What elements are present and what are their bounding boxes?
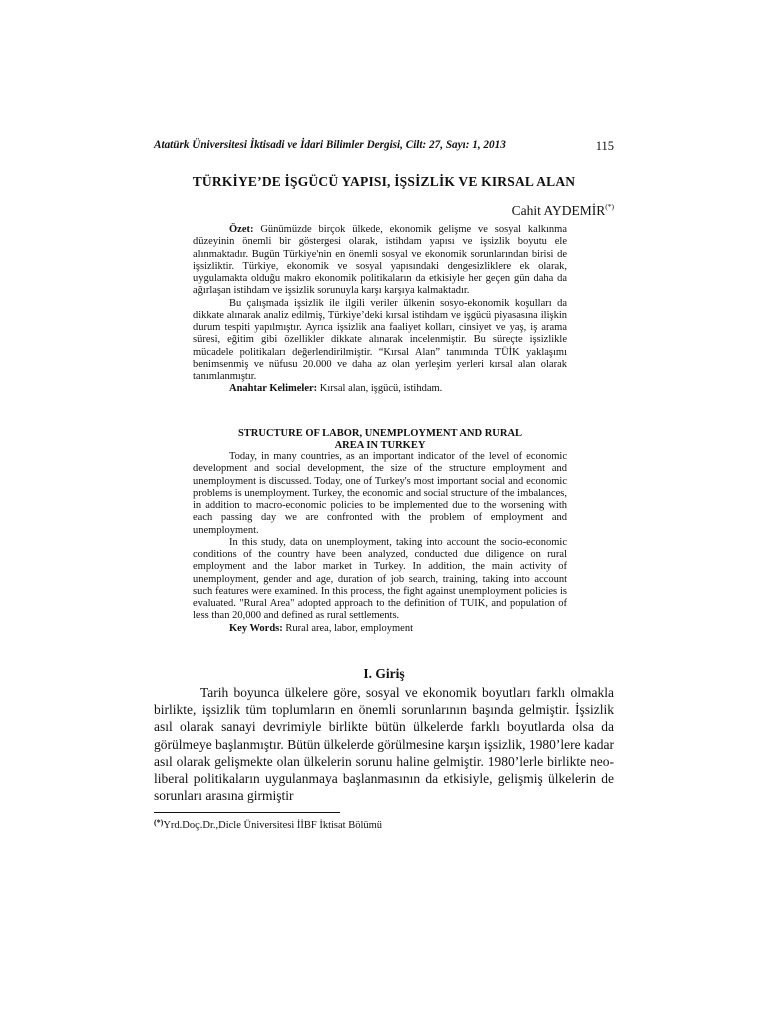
abstract-turkish [193, 224, 567, 396]
abstract-en-paragraph-1: Today, in many countries, as an important indicator of the level of economic development and social development, the size of the structure employment and unemployment is discussed. Today, one of Turkey's most important social and economic problems is unemployment. Turkey, the economic and social structure of the imbalances, in addition to macro-economic policies to be implemented due to the worsening with each passing day we are confronted with the problem of employment and unemployment. [193, 451, 567, 536]
footnote-text: Yrd.Doç.Dr.,Dicle Üniversitesi İİBF İktisat Bölümü [163, 820, 383, 831]
article-title: TÜRKİYE’DE İŞGÜCÜ YAPISI, İŞSİZLİK VE KIRSAL ALAN [192, 174, 576, 189]
keywords-en-text: Rural area, labor, employment [285, 622, 413, 634]
keywords-en-label: Key Words: [229, 622, 283, 634]
running-header [154, 139, 614, 151]
footnote [154, 818, 614, 831]
page-number: 115 [595, 139, 614, 153]
author-line [154, 202, 614, 219]
author-footnote-marker[interactable]: (*) [605, 202, 614, 211]
abstract-tr-text-1: Günümüzde birçok ülkede, ekonomik gelişme ve sosyal kalkınma düzeyinin önemli bir göstergesi olarak, istihdam yapısı ve işsizlik boyutu ele alınmaktadır. Bugün Türkiye'nin en önemli sosyal ve ekonomik sorunlarından birisi de işsizliktir. Türkiye, ekonomik ve sosyal yapısındaki dengesizliklere ek olarak, uygulamakta olduğu makro ekonomik politikaların da etkisiyle her geçen gün daha da ağırlaşan istihdam ve işsizlik sorunuyla karşı karşıya kalmaktadır. [193, 224, 567, 297]
abstract-english [193, 428, 567, 635]
footnote-divider [154, 812, 340, 813]
body-text [154, 684, 614, 804]
keywords-tr-text: Kırsal alan, işgücü, istihdam. [319, 383, 443, 395]
abstract-tr-paragraph-1 [193, 224, 567, 298]
abstract-en-paragraph-2: In this study, data on unemployment, taking into account the socio-economic conditions of the country have been analyzed, conducted due diligence on rural employment and the labor market in Turkey. In addition, the main activity of unemployment, gender and age, duration of job search, training, taking into account such features were examined. In this process, the fight against unemployment policies is evaluated. "Rural Area" adopted approach to the definition of TUIK, and population of less than 20,000 and defined as rural settlements. [193, 536, 567, 622]
footnote-marker: (*) [154, 818, 164, 827]
abstract-tr-label: Özet: [229, 224, 254, 235]
keywords-tr-label: Anahtar Kelimeler: [229, 383, 318, 395]
journal-citation: Atatürk Üniversitesi İktisadi ve İdari Bilimler Dergisi, Cilt: 27, Sayı: 1, 2013 [154, 139, 506, 151]
section-heading-intro: I. Giriş [363, 666, 405, 681]
keywords-tr [193, 383, 567, 395]
abstract-tr-paragraph-2: Bu çalışmada işsizlik ile ilgili veriler ülkenin sosyo-ekonomik koşulları da dikkate alınarak analiz edilmiş, Türkiye’deki kırsal istihdam ve işgücü piyasasına ilişkin durum tespiti yapılmıştır. Ayrıca işsizlik ana faaliyet kolları, cinsiyet ve yaş, iş arama süresi, eğitim gibi özellikler dikkate alınarak incelenmiştir. Bu süreçte işsizlikle mücadele politikaları değerlendirilmiştir. “Kırsal Alan” tanımında TÜİK yaklaşımı benimsenmiş ve nüfusu 20.000 ve daha az olan yerleşim yerleri kırsal alan olarak tanımlanmıştır. [193, 297, 567, 382]
english-title: STRUCTURE OF LABOR, UNEMPLOYMENT AND RURAL AREA IN TURKEY [237, 428, 523, 451]
keywords-en [193, 623, 567, 635]
intro-paragraph-1: Tarih boyunca ülkelere göre, sosyal ve ekonomik boyutları farklı olmakla birlikte, işsizlik tüm toplumların en önemli sorunlarının başında gelmiştir. İşsizlik asıl olarak sanayi devrimiyle birlikte bütün ülkelerde farklı boyutlarda olsa da görülmeye başlanmıştır. Bütün ülkelerde görülmesine karşın işsizlik, 1980’lere kadar asıl olarak gelişmekte olan ülkelerin sorunu haline gelmiştir. 1980’lerle birlikte neo-liberal politikaların uygulanmaya başlanmasının da etkisiyle, gelişmiş ülkelerin de sorunları arasına girmiştir [154, 685, 614, 804]
author-name: Cahit AYDEMİR [511, 203, 606, 218]
